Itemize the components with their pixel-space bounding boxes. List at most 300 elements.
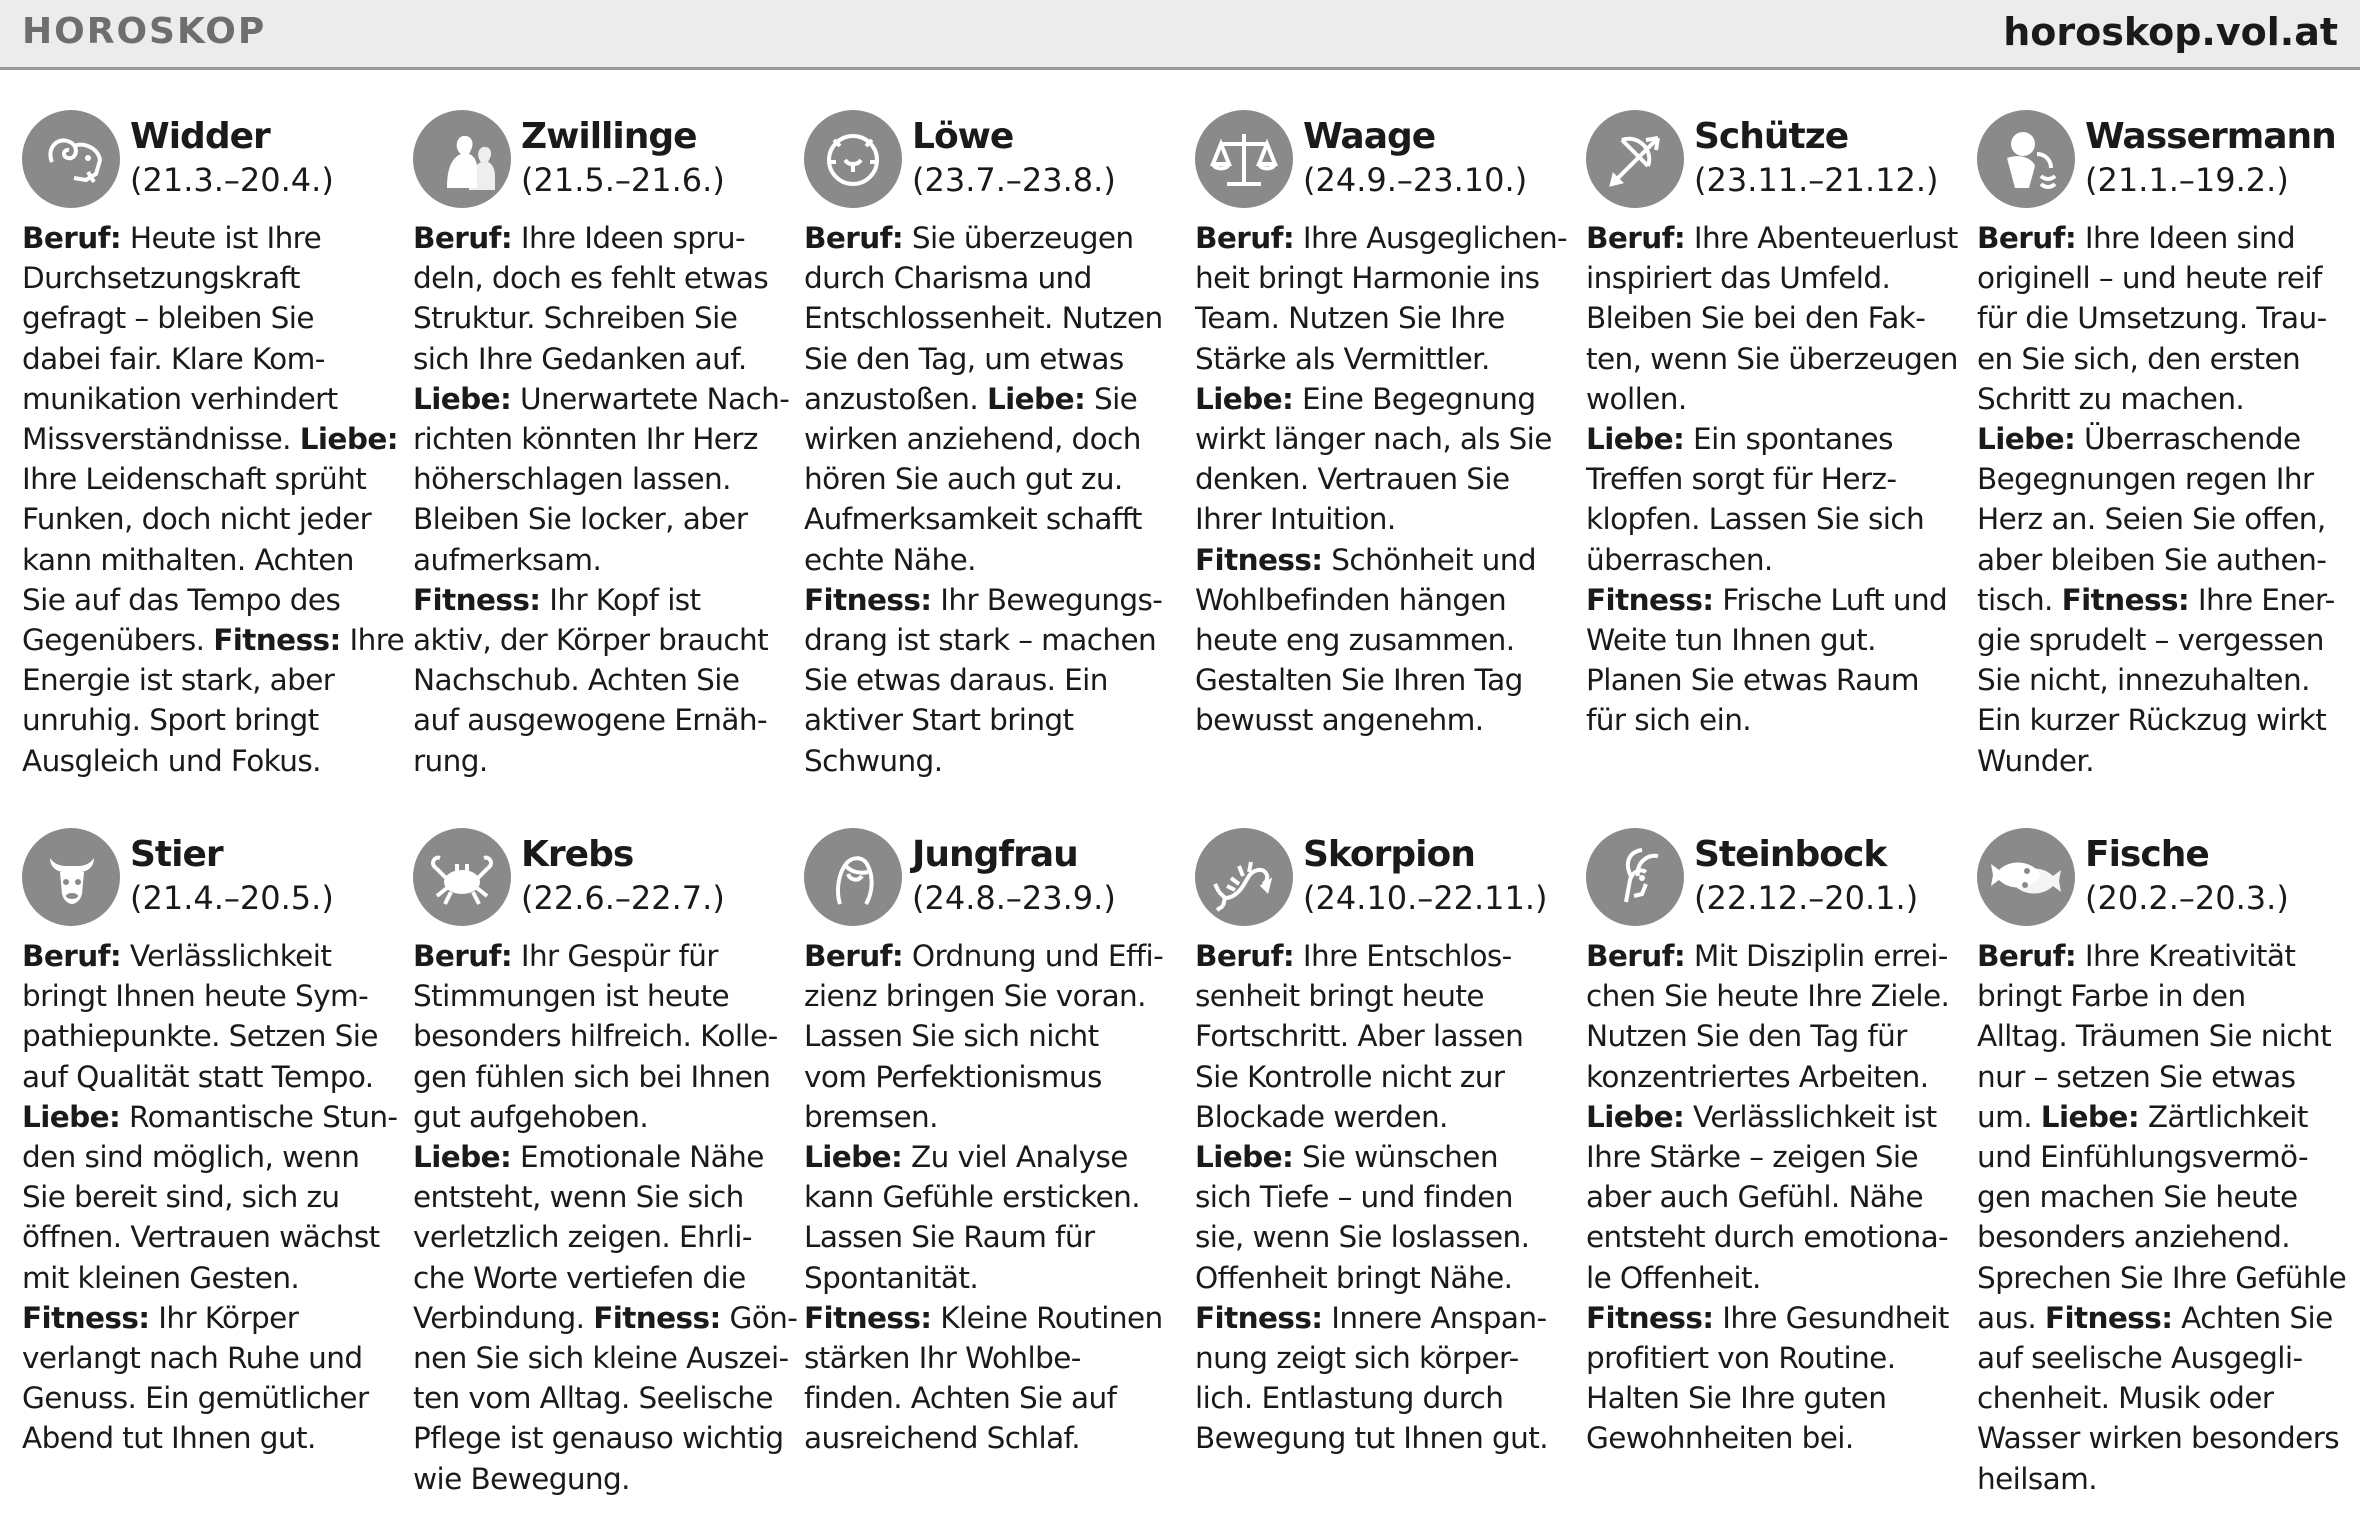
text-line	[413, 499, 788, 539]
text-line	[1195, 976, 1570, 1016]
text-segment: überraschen.	[1586, 542, 1773, 577]
text-line	[413, 218, 788, 258]
text-segment: für die Umsetzung. Trau-	[1977, 301, 2327, 336]
text-segment: Funken, doch nicht jeder	[22, 502, 372, 537]
section-label: Fitness:	[593, 1300, 721, 1335]
text-segment: Eine Begegnung	[1293, 381, 1536, 416]
sign-card-jungfrau	[804, 828, 1179, 1459]
text-line	[413, 298, 788, 338]
section-label: Beruf:	[804, 939, 904, 973]
text-line	[1977, 580, 2352, 620]
text-segment: Offenheit bringt Nähe.	[1195, 1260, 1513, 1295]
text-line	[22, 419, 397, 459]
sign-dates: (20.2.–20.3.)	[2085, 879, 2289, 917]
text-segment: Sie bereit sind, sich zu	[22, 1180, 340, 1215]
text-line	[1586, 499, 1961, 539]
section-label: Fitness:	[1586, 582, 1714, 617]
text-line	[413, 700, 788, 740]
section-label: Liebe:	[2040, 1099, 2140, 1134]
section-label: Beruf:	[1586, 221, 1686, 255]
text-line	[1195, 660, 1570, 700]
text-line	[22, 1378, 397, 1418]
text-segment: Ihrer Intuition.	[1195, 502, 1396, 537]
text-segment: Schönheit und	[1322, 542, 1536, 577]
text-line	[804, 419, 1179, 459]
text-segment: originell – und heute reif	[1977, 261, 2322, 296]
page-title: HOROSKOP	[22, 11, 267, 52]
text-segment: Ihre Kreativität	[2076, 939, 2296, 973]
section-label: Liebe:	[1586, 1099, 1685, 1134]
sign-text	[1977, 218, 2352, 781]
text-line	[22, 218, 397, 258]
text-segment: zienz bringen Sie voran.	[804, 979, 1146, 1014]
text-segment: Genuss. Ein gemütlicher	[22, 1381, 369, 1416]
text-line	[1195, 1258, 1570, 1298]
text-line	[22, 1137, 397, 1177]
text-line	[1195, 1097, 1570, 1137]
text-segment: wirkt länger nach, als Sie	[1195, 422, 1552, 457]
section-label: Liebe:	[22, 1099, 121, 1134]
text-line	[413, 1298, 798, 1338]
text-segment: Heute ist Ihre	[121, 221, 322, 255]
text-segment: deln, doch es fehlt etwas	[413, 261, 769, 296]
text-line	[1195, 1378, 1570, 1418]
text-segment: Sie den Tag, um etwas	[804, 341, 1124, 376]
text-line	[22, 1217, 397, 1257]
sign-card-wassermann	[1977, 110, 2352, 781]
section-label: Liebe:	[1586, 422, 1685, 457]
text-line	[1195, 459, 1570, 499]
text-segment: Ihre	[340, 623, 405, 658]
text-segment: denken. Vertrauen Sie	[1195, 462, 1510, 497]
text-line	[804, 1057, 1179, 1097]
text-segment: Pflege ist genauso wichtig	[413, 1421, 784, 1456]
text-line	[1977, 1137, 2352, 1177]
text-line	[804, 379, 1179, 419]
text-segment: ten, wenn Sie überzeugen	[1586, 341, 1958, 376]
sign-card-loewe	[804, 110, 1179, 781]
text-segment: unruhig. Sport bringt	[22, 703, 319, 738]
text-segment: Mit Disziplin errei-	[1685, 939, 1948, 973]
text-segment: aus.	[1977, 1300, 2045, 1335]
text-segment: ausreichend Schlaf.	[804, 1421, 1080, 1456]
text-line	[1977, 258, 2352, 298]
sign-card-zwillinge	[413, 110, 788, 781]
text-segment: inspiriert das Umfeld.	[1586, 261, 1891, 296]
text-line	[804, 1217, 1179, 1257]
text-line	[1586, 1258, 1961, 1298]
text-segment: bringt Farbe in den	[1977, 979, 2246, 1014]
sign-dates: (24.10.–22.11.)	[1303, 879, 1548, 917]
text-segment: Spontanität.	[804, 1260, 979, 1295]
text-segment: Achten Sie	[2172, 1300, 2333, 1335]
text-segment: gie sprudelt – vergessen	[1977, 623, 2324, 658]
section-label: Fitness:	[213, 623, 341, 658]
text-line	[413, 1177, 788, 1217]
sign-name: Skorpion	[1303, 834, 1475, 875]
text-segment: Struktur. Schreiben Sie	[413, 301, 738, 336]
text-segment: Ihr Körper	[149, 1300, 299, 1335]
sign-header	[1195, 110, 1570, 212]
text-line	[413, 379, 788, 419]
text-line	[22, 620, 405, 660]
text-segment: Nachschub. Achten Sie	[413, 663, 740, 698]
text-segment: für sich ein.	[1586, 703, 1752, 738]
text-segment: verlangt nach Ruhe und	[22, 1341, 363, 1376]
text-line	[804, 1137, 1179, 1177]
text-line	[1977, 298, 2352, 338]
text-line	[804, 459, 1179, 499]
text-line	[804, 298, 1179, 338]
text-line	[1977, 419, 2352, 459]
text-segment: aktiver Start bringt	[804, 703, 1074, 738]
sign-header	[804, 110, 1179, 212]
sign-header	[1195, 828, 1570, 930]
text-segment: drang ist stark – machen	[804, 623, 1157, 658]
crab-icon	[413, 828, 511, 926]
text-line	[22, 1016, 397, 1056]
text-line	[22, 499, 397, 539]
text-line	[22, 1258, 397, 1298]
text-segment: Blockade werden.	[1195, 1099, 1448, 1134]
text-segment: finden. Achten Sie auf	[804, 1381, 1117, 1416]
text-segment: aber bleiben Sie authen-	[1977, 542, 2327, 577]
text-line	[413, 976, 788, 1016]
text-line	[1586, 620, 1961, 660]
text-segment: bewusst angenehm.	[1195, 703, 1484, 738]
text-segment: Gegenübers.	[22, 623, 214, 658]
sign-name: Löwe	[912, 116, 1014, 157]
section-label: Fitness:	[2061, 582, 2190, 617]
text-line	[1195, 1338, 1570, 1378]
sign-card-waage	[1195, 110, 1570, 741]
text-line	[413, 1459, 788, 1499]
text-line	[1195, 1137, 1570, 1177]
text-line	[804, 976, 1179, 1016]
text-segment: Unerwartete Nach-	[511, 381, 790, 416]
text-segment: besonders anziehend.	[1977, 1220, 2290, 1255]
text-segment: nur – setzen Sie etwas	[1977, 1059, 2296, 1094]
text-line	[1195, 298, 1570, 338]
text-segment: munikation verhindert	[22, 381, 338, 416]
sign-text	[22, 218, 405, 781]
text-line	[1195, 499, 1570, 539]
text-line	[22, 660, 397, 700]
sign-dates: (21.5.–21.6.)	[521, 161, 725, 199]
text-line	[413, 1338, 788, 1378]
sign-card-widder	[22, 110, 405, 781]
text-segment: durch Charisma und	[804, 261, 1092, 296]
text-segment: Ihre Leidenschaft sprüht	[22, 462, 367, 497]
text-line	[1195, 218, 1570, 258]
text-segment: Kleine Routinen	[931, 1300, 1163, 1335]
sign-text	[1195, 218, 1570, 741]
text-line	[413, 1378, 788, 1418]
sign-name: Waage	[1303, 116, 1436, 157]
text-segment: Verbindung.	[413, 1300, 594, 1335]
text-segment: Ihre Stärke – zeigen Sie	[1586, 1140, 1919, 1175]
text-line	[22, 1418, 397, 1458]
sign-text	[804, 218, 1179, 781]
text-segment: Halten Sie Ihre guten	[1586, 1381, 1887, 1416]
text-segment: Ihre Entschlos-	[1294, 939, 1512, 973]
sign-text	[1586, 936, 1961, 1459]
text-line	[1586, 540, 1961, 580]
text-line	[413, 1258, 788, 1298]
text-segment: Gewohnheiten bei.	[1586, 1421, 1854, 1456]
text-segment: Ein kurzer Rückzug wirkt	[1977, 703, 2327, 738]
sign-dates: (21.1.–19.2.)	[2085, 161, 2289, 199]
text-line	[1977, 936, 2352, 976]
text-segment: Bleiben Sie locker, aber	[413, 502, 748, 537]
text-segment: Lassen Sie sich nicht	[804, 1019, 1099, 1054]
text-line	[804, 700, 1179, 740]
text-segment: gen fühlen sich bei Ihnen	[413, 1059, 771, 1094]
section-label: Liebe:	[413, 381, 512, 416]
text-line	[22, 540, 397, 580]
text-line	[22, 700, 397, 740]
text-segment: Ihr Kopf ist	[540, 582, 701, 617]
scorpion-icon	[1195, 828, 1293, 926]
text-segment: aber auch Gefühl. Nähe	[1586, 1180, 1924, 1215]
text-segment: dabei fair. Klare Kom-	[22, 341, 325, 376]
text-segment: Ihre Ausgeglichen-	[1294, 221, 1568, 255]
text-segment: Sie wünschen	[1293, 1140, 1498, 1175]
text-segment: entsteht, wenn Sie sich	[413, 1180, 744, 1215]
text-line	[413, 258, 788, 298]
text-line	[22, 1097, 397, 1137]
text-line	[804, 580, 1179, 620]
text-line	[1977, 1057, 2352, 1097]
text-segment: Sie	[1085, 381, 1138, 416]
text-line	[413, 459, 788, 499]
text-line	[804, 339, 1179, 379]
sign-dates: (22.6.–22.7.)	[521, 879, 725, 917]
sign-text	[1195, 936, 1570, 1459]
text-line	[1195, 1298, 1570, 1338]
text-line	[804, 936, 1179, 976]
text-line	[1586, 580, 1961, 620]
text-segment: Verlässlichkeit	[121, 939, 332, 973]
text-line	[804, 620, 1179, 660]
section-label: Liebe:	[1195, 1140, 1294, 1175]
section-label: Beruf:	[804, 221, 904, 255]
sign-card-stier	[22, 828, 397, 1459]
sign-dates: (24.8.–23.9.)	[912, 879, 1116, 917]
text-segment: wirken anziehend, doch	[804, 422, 1141, 457]
text-segment: Bleiben Sie bei den Fak-	[1586, 301, 1926, 336]
text-segment: nung zeigt sich körper-	[1195, 1341, 1519, 1376]
sign-dates: (21.3.–20.4.)	[130, 161, 334, 199]
text-segment: Nutzen Sie den Tag für	[1586, 1019, 1907, 1054]
sign-card-schuetze	[1586, 110, 1961, 741]
section-label: Fitness:	[1195, 1300, 1323, 1335]
section-label: Fitness:	[804, 582, 932, 617]
text-segment: Ausgleich und Fokus.	[22, 743, 321, 778]
text-segment: verletzlich zeigen. Ehrli-	[413, 1220, 752, 1255]
sign-name: Widder	[130, 116, 270, 157]
text-line	[1977, 700, 2352, 740]
text-line	[413, 1217, 788, 1257]
text-segment: Ordnung und Effi-	[903, 939, 1164, 973]
text-segment: Ihre Abenteuerlust	[1685, 221, 1958, 255]
section-label: Beruf:	[413, 939, 513, 973]
text-segment: pathiepunkte. Setzen Sie	[22, 1019, 378, 1054]
section-label: Beruf:	[22, 221, 122, 255]
text-segment: le Offenheit.	[1586, 1260, 1761, 1295]
sign-name: Steinbock	[1694, 834, 1887, 875]
section-label: Beruf:	[1977, 221, 2077, 255]
text-segment: Abend tut Ihnen gut.	[22, 1421, 316, 1456]
text-line	[1586, 936, 1961, 976]
text-line	[1586, 1217, 1961, 1257]
text-segment: Stimmungen ist heute	[413, 979, 730, 1014]
sign-header	[413, 828, 788, 930]
text-line	[1977, 976, 2352, 1016]
text-segment: echte Nähe.	[804, 542, 976, 577]
section-label: Fitness:	[413, 582, 541, 617]
text-segment: Durchsetzungskraft	[22, 261, 300, 296]
sign-dates: (23.11.–21.12.)	[1694, 161, 1939, 199]
sign-header	[413, 110, 788, 212]
text-segment: Planen Sie etwas Raum	[1586, 663, 1919, 698]
text-segment: heilsam.	[1977, 1461, 2097, 1496]
text-segment: en Sie sich, den ersten	[1977, 341, 2301, 376]
text-segment: Frische Luft und	[1713, 582, 1948, 617]
text-segment: vom Perfektionismus	[804, 1059, 1102, 1094]
text-segment: profitiert von Routine.	[1586, 1341, 1896, 1376]
text-line	[1586, 976, 1961, 1016]
text-segment: kann Gefühle ersticken.	[804, 1180, 1141, 1215]
text-line	[1195, 1016, 1570, 1056]
text-segment: höherschlagen lassen.	[413, 462, 731, 497]
section-label: Beruf:	[22, 939, 122, 973]
sign-header	[22, 110, 397, 212]
text-segment: Ihr Gespür für	[512, 939, 718, 973]
text-segment: senheit bringt heute	[1195, 979, 1484, 1014]
text-line	[804, 1097, 1179, 1137]
text-line	[413, 1057, 788, 1097]
text-line	[1977, 1378, 2352, 1418]
text-segment: und Einfühlungsvermö-	[1977, 1140, 2309, 1175]
text-line	[1977, 660, 2352, 700]
text-segment: Sie Kontrolle nicht zur	[1195, 1059, 1505, 1094]
text-line	[413, 540, 788, 580]
text-segment: Schritt zu machen.	[1977, 381, 2245, 416]
text-segment: wie Bewegung.	[413, 1461, 630, 1496]
text-segment: bringt Ihnen heute Sym-	[22, 979, 369, 1014]
text-segment: Alltag. Träumen Sie nicht	[1977, 1019, 2332, 1054]
text-segment: che Worte vertiefen die	[413, 1260, 746, 1295]
text-line	[413, 620, 788, 660]
text-segment: öffnen. Vertrauen wächst	[22, 1220, 380, 1255]
section-label: Beruf:	[1977, 939, 2077, 973]
text-line	[1977, 499, 2352, 539]
text-segment: Sie nicht, innezuhalten.	[1977, 663, 2310, 698]
sign-text	[413, 218, 788, 781]
text-segment: Sie etwas daraus. Ein	[804, 663, 1108, 698]
text-segment: hören Sie auch gut zu.	[804, 462, 1123, 497]
section-label: Fitness:	[1195, 542, 1323, 577]
text-segment: Wohlbefinden hängen	[1195, 582, 1507, 617]
text-segment: auf Qualität statt Tempo.	[22, 1059, 374, 1094]
sign-name: Krebs	[521, 834, 634, 875]
sign-header	[804, 828, 1179, 930]
text-line	[1586, 1137, 1961, 1177]
text-segment: Sie auf das Tempo des	[22, 582, 341, 617]
text-segment: Innere Anspan-	[1322, 1300, 1547, 1335]
text-line	[1195, 1177, 1570, 1217]
text-line	[1977, 379, 2352, 419]
section-label: Beruf:	[1195, 221, 1295, 255]
section-label: Liebe:	[1195, 381, 1294, 416]
text-segment: Team. Nutzen Sie Ihre	[1195, 301, 1505, 336]
text-segment: wollen.	[1586, 381, 1687, 416]
text-line	[1977, 1177, 2352, 1217]
text-line	[1586, 1298, 1961, 1338]
section-label: Fitness:	[1586, 1300, 1714, 1335]
text-segment: Wunder.	[1977, 743, 2094, 778]
text-line	[1195, 1057, 1570, 1097]
text-segment: rung.	[413, 743, 488, 778]
text-line	[1977, 741, 2352, 781]
text-line	[1586, 1057, 1961, 1097]
text-line	[1586, 419, 1961, 459]
text-line	[804, 499, 1179, 539]
text-line	[1586, 660, 1961, 700]
text-line	[22, 379, 397, 419]
text-segment: Ihre Ideen sind	[2076, 221, 2296, 255]
text-segment: Überraschende	[2075, 422, 2301, 457]
text-segment: Zu viel Analyse	[902, 1140, 1128, 1175]
text-segment: Gestalten Sie Ihren Tag	[1195, 663, 1523, 698]
text-line	[804, 1338, 1179, 1378]
text-segment: Ihre Gesundheit	[1713, 1300, 1949, 1335]
text-line	[1195, 700, 1570, 740]
text-segment: Romantische Stun-	[120, 1099, 398, 1134]
text-line	[804, 1177, 1179, 1217]
text-line	[22, 459, 397, 499]
text-segment: heute eng zusammen.	[1195, 623, 1515, 658]
text-line	[1977, 218, 2352, 258]
text-segment: Stärke als Vermittler.	[1195, 341, 1490, 376]
sign-header	[1586, 828, 1961, 930]
text-line	[1977, 459, 2352, 499]
text-segment: Entschlossenheit. Nutzen	[804, 301, 1163, 336]
text-segment: Ihre Ener-	[2189, 582, 2335, 617]
water-bearer-icon	[1977, 110, 2075, 208]
text-line	[1195, 936, 1570, 976]
text-segment: besonders hilfreich. Kolle-	[413, 1019, 778, 1054]
sign-header	[22, 828, 397, 930]
text-line	[22, 580, 397, 620]
text-line	[804, 1258, 1179, 1298]
text-segment: gefragt – bleiben Sie	[22, 301, 314, 336]
site-url: horoskop.vol.at	[2003, 10, 2338, 54]
text-line	[1586, 258, 1961, 298]
twins-icon	[413, 110, 511, 208]
text-segment: gen machen Sie heute	[1977, 1180, 2298, 1215]
text-line	[1195, 419, 1570, 459]
text-segment: aufmerksam.	[413, 542, 602, 577]
text-segment: lich. Entlastung durch	[1195, 1381, 1504, 1416]
section-label: Fitness:	[22, 1300, 150, 1335]
text-line	[1195, 580, 1570, 620]
text-segment: chenheit. Musik oder	[1977, 1381, 2274, 1416]
text-segment: Schwung.	[804, 743, 943, 778]
text-line	[1586, 1418, 1961, 1458]
text-line	[1977, 1459, 2352, 1499]
